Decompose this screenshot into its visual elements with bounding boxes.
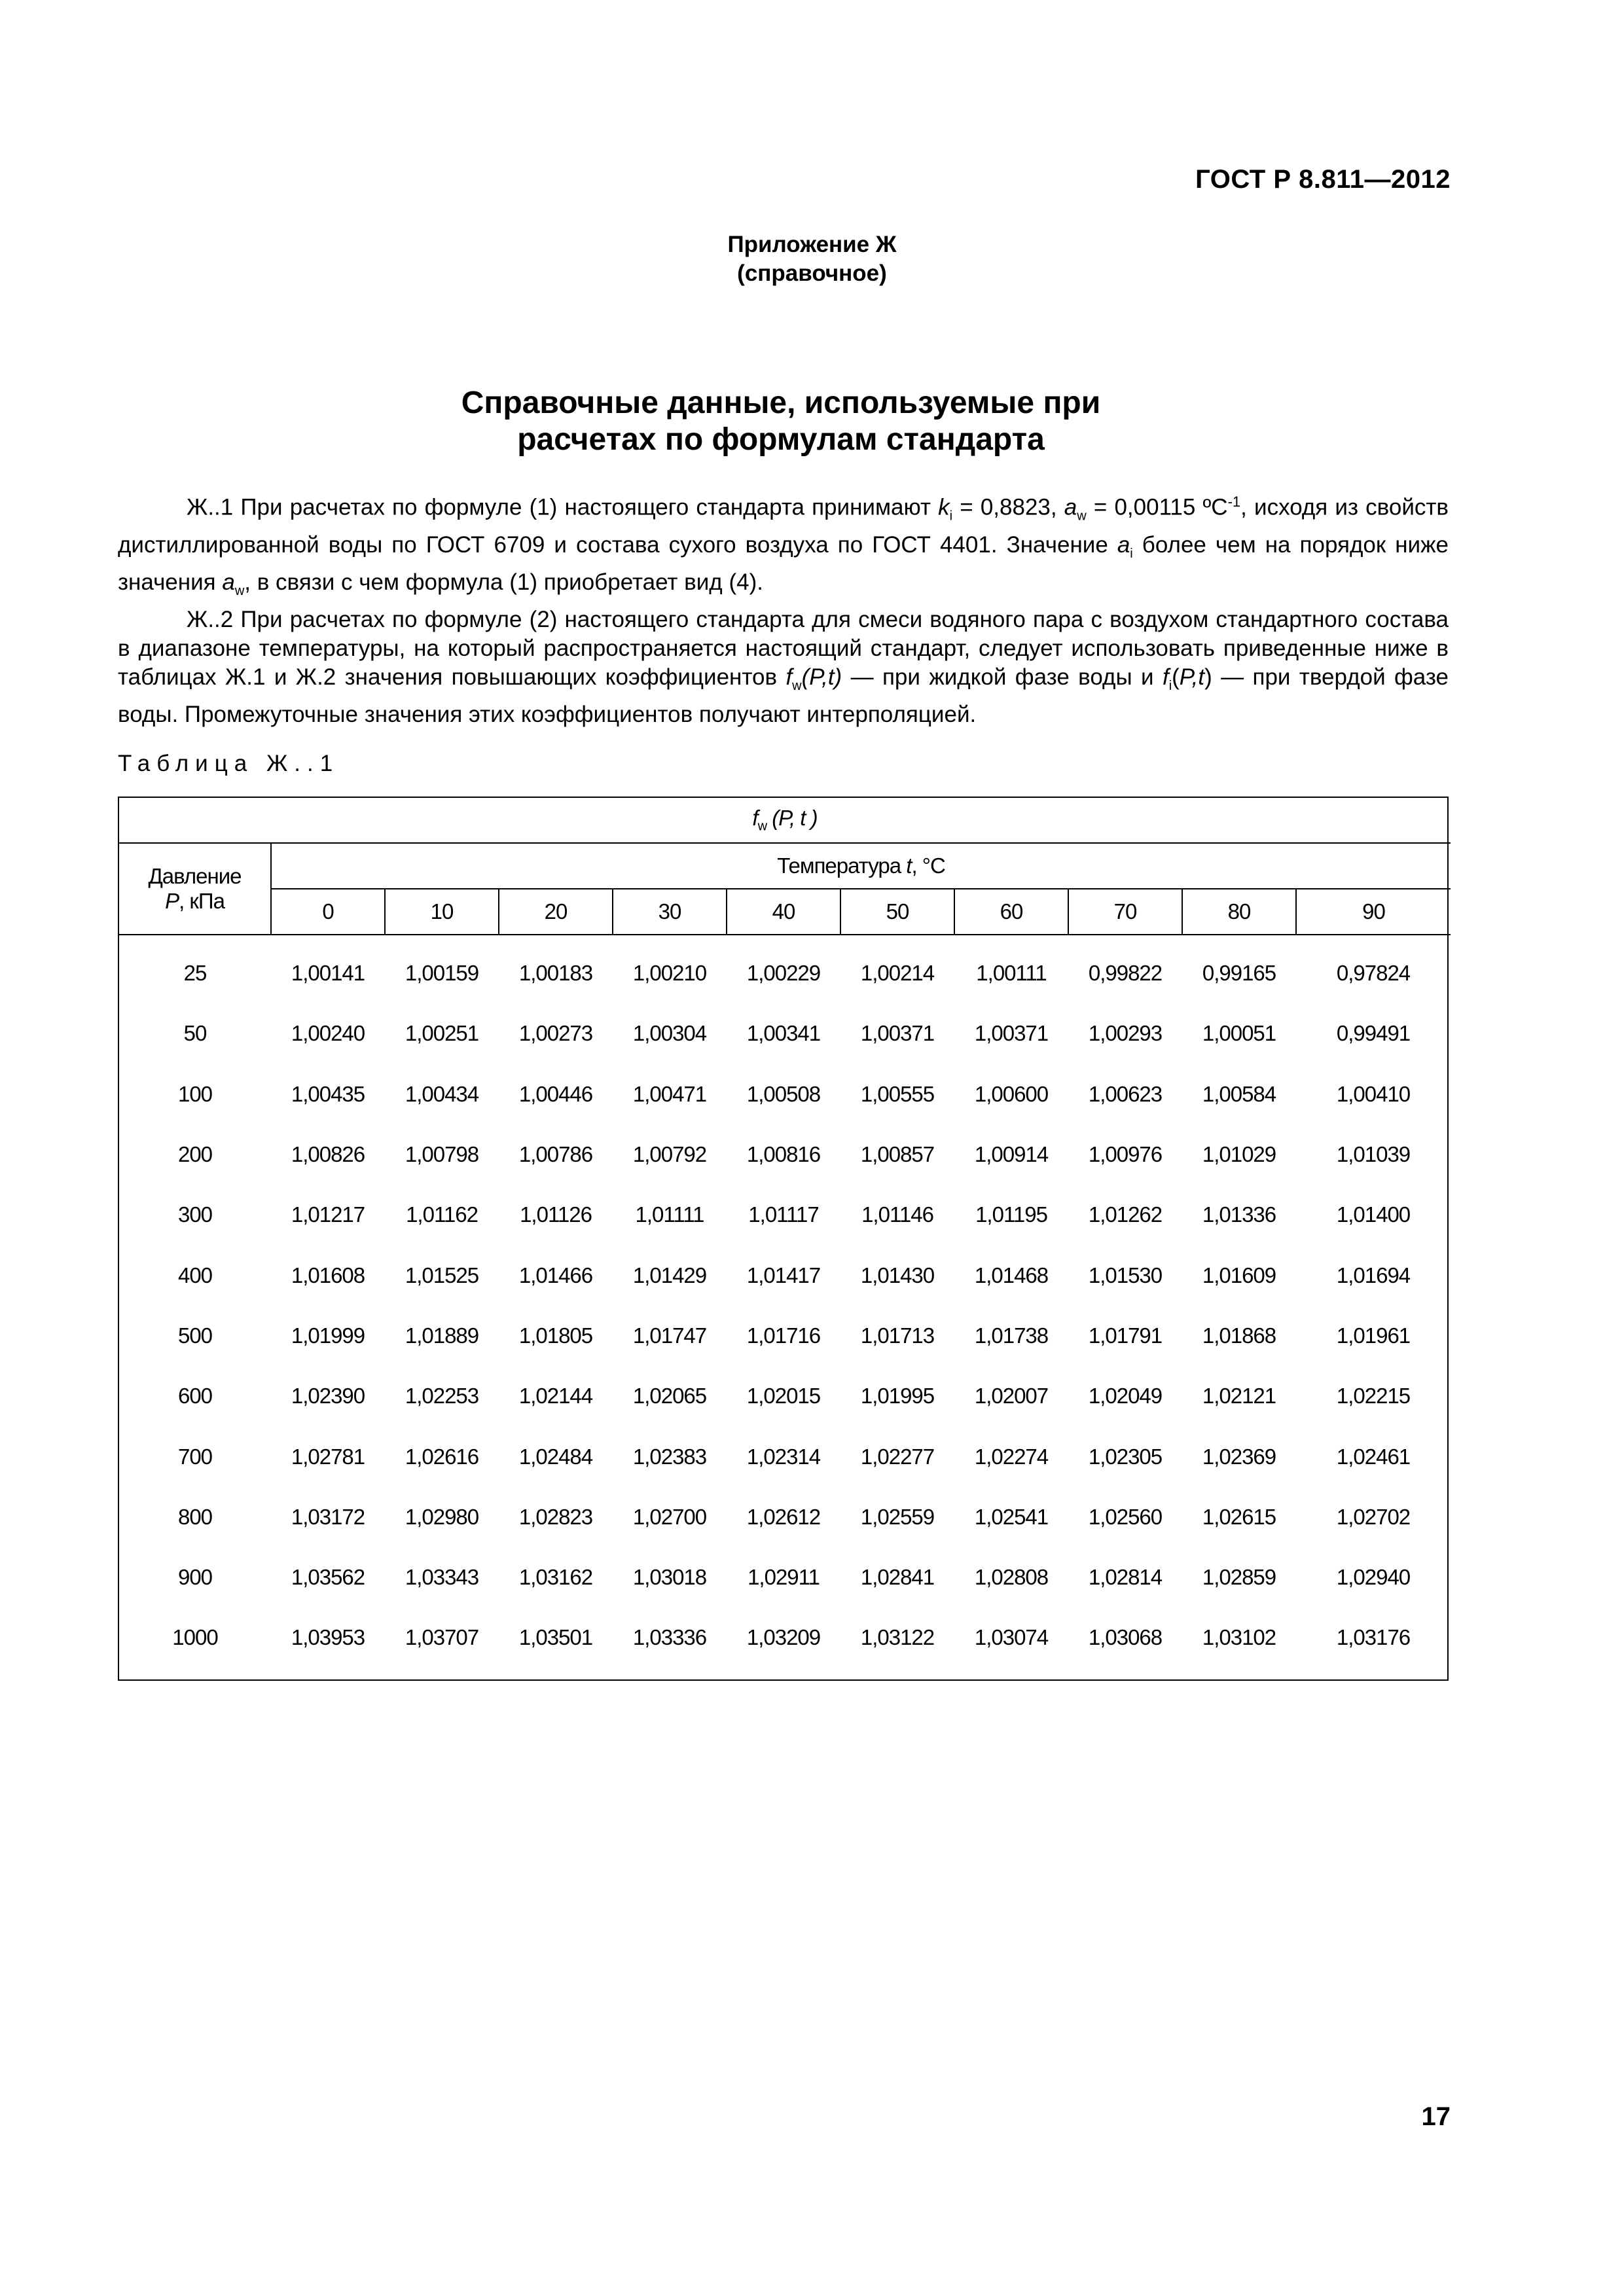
value-cell: 1,02940 [1336, 1565, 1411, 1590]
pressure-cell: 50 [183, 1021, 207, 1046]
value-cell: 1,01999 [291, 1323, 365, 1348]
value-cell: 1,01466 [518, 1263, 593, 1287]
value-cell: 1,01468 [974, 1263, 1049, 1287]
value-cell: 1,02781 [291, 1444, 365, 1469]
value-cell: 1,01995 [860, 1384, 935, 1408]
value-cell: 1,00214 [860, 961, 935, 986]
table-row [119, 1185, 1451, 1245]
value-cell: 1,01889 [405, 1323, 479, 1348]
value-cell: 1,02859 [1202, 1565, 1276, 1590]
value-cell: 1,01111 [635, 1202, 704, 1227]
value-cell: 1,01791 [1088, 1323, 1163, 1348]
value-cell: 1,02065 [632, 1384, 707, 1408]
value-cell: 1,01336 [1202, 1202, 1276, 1227]
value-cell: 1,01162 [406, 1202, 478, 1227]
value-cell: 1,02461 [1336, 1444, 1411, 1469]
value-cell: 1,02560 [1088, 1504, 1163, 1529]
value-cell: 1,00792 [632, 1142, 707, 1167]
temperature-column-header: 60 [954, 889, 1068, 935]
para1-text-3: = 0,00115 ºС [1086, 494, 1228, 520]
temperature-label: Температура [777, 853, 907, 878]
appendix-heading [0, 230, 1624, 288]
value-cell: 1,01713 [860, 1323, 935, 1348]
aw-subscript-2: w [234, 583, 245, 598]
value-cell: 1,03707 [405, 1625, 479, 1650]
value-cell: 1,00371 [860, 1021, 935, 1046]
function-symbol: f [752, 806, 758, 831]
value-cell: 1,02484 [518, 1444, 593, 1469]
value-cell: 1,03018 [632, 1565, 707, 1590]
value-cell: 1,01039 [1336, 1142, 1411, 1167]
para1-text-2: = 0,8823, [952, 494, 1064, 520]
value-cell: 1,00623 [1088, 1081, 1163, 1106]
value-cell: 1,01126 [520, 1202, 592, 1227]
value-cell: 1,02615 [1202, 1504, 1276, 1529]
value-cell: 1,01195 [975, 1202, 1047, 1227]
pressure-cell: 100 [177, 1081, 213, 1106]
value-cell: 1,00341 [746, 1021, 821, 1046]
value-cell: 1,01961 [1336, 1323, 1411, 1348]
value-cell: 1,01747 [632, 1323, 707, 1348]
table-body [119, 935, 1451, 1668]
appendix-type: (справочное) [737, 260, 887, 286]
value-cell: 1,00141 [291, 961, 365, 986]
value-cell: 1,02277 [860, 1444, 935, 1469]
ai-symbol: a [1117, 531, 1130, 558]
function-arguments: (P, t ) [767, 806, 818, 831]
value-cell: 1,01029 [1202, 1142, 1276, 1167]
value-cell: 1,02314 [746, 1444, 821, 1469]
value-cell: 1,00251 [405, 1021, 479, 1046]
table-row [119, 1366, 1451, 1426]
value-cell: 1,01868 [1202, 1323, 1276, 1348]
unit-exponent: -1 [1227, 493, 1241, 510]
paragraph-2 [118, 605, 1449, 729]
value-cell: 0,99822 [1088, 961, 1163, 986]
value-cell: 1,03501 [518, 1625, 593, 1650]
data-table [119, 798, 1451, 1668]
value-cell: 1,00826 [291, 1142, 365, 1167]
value-cell: 1,01117 [748, 1202, 819, 1227]
temperature-variable: t [906, 853, 912, 878]
value-cell: 1,01417 [746, 1263, 821, 1287]
value-cell: 0,97824 [1336, 961, 1411, 986]
para1-text-1: Ж..1 При расчетах по формуле (1) настоящего стандарта принимают [187, 494, 939, 520]
temperature-column-header: 30 [613, 889, 727, 935]
data-table-frame [118, 797, 1449, 1681]
value-cell: 1,02383 [632, 1444, 707, 1469]
value-cell: 1,01262 [1088, 1202, 1163, 1227]
temperature-column-header: 40 [727, 889, 840, 935]
table-function-header [119, 798, 1451, 843]
pressure-variable: P [165, 889, 179, 913]
value-cell: 1,00816 [746, 1142, 821, 1167]
value-cell: 1,01525 [405, 1263, 479, 1287]
value-cell: 1,03953 [291, 1625, 365, 1650]
fi-symbol: f [1162, 664, 1169, 690]
value-cell: 1,02702 [1336, 1504, 1411, 1529]
value-cell: 1,02253 [405, 1384, 479, 1408]
value-cell: 1,02215 [1336, 1384, 1411, 1408]
value-cell: 1,03102 [1202, 1625, 1276, 1650]
value-cell: 1,03162 [518, 1565, 593, 1590]
aw-symbol: a [1064, 494, 1077, 520]
fi-arguments: P,t [1179, 664, 1205, 690]
value-cell: 1,02808 [974, 1565, 1049, 1590]
value-cell: 1,00786 [518, 1142, 593, 1167]
aw-symbol-2: a [222, 569, 235, 595]
fi-subscript: i [1168, 678, 1172, 693]
pressure-cell: 700 [177, 1444, 213, 1469]
value-cell: 1,02559 [860, 1504, 935, 1529]
value-cell: 1,01738 [974, 1323, 1049, 1348]
value-cell: 1,01805 [518, 1323, 593, 1348]
table-row [119, 1547, 1451, 1607]
para1-text-5: более чем на порядок ниже значения [118, 531, 1449, 595]
temperature-header [271, 843, 1451, 889]
value-cell: 1,00446 [518, 1081, 593, 1106]
pressure-cell: 500 [177, 1323, 213, 1348]
value-cell: 1,00051 [1202, 1021, 1276, 1046]
table-row [119, 1306, 1451, 1366]
para1-text-6: , в связи с чем формула (1) приобретает вид (4). [244, 569, 763, 595]
value-cell: 1,00555 [860, 1081, 935, 1106]
value-cell: 1,02369 [1202, 1444, 1276, 1469]
pressure-cell: 1000 [172, 1625, 218, 1650]
value-cell: 1,02700 [632, 1504, 707, 1529]
value-cell: 1,00584 [1202, 1081, 1276, 1106]
value-cell: 1,02616 [405, 1444, 479, 1469]
paragraph-1 [118, 488, 1449, 605]
value-cell: 1,01716 [746, 1323, 821, 1348]
table-row [119, 1124, 1451, 1185]
value-cell: 1,00371 [974, 1021, 1049, 1046]
pressure-header-unit-line [119, 889, 270, 914]
value-cell: 1,02274 [974, 1444, 1049, 1469]
temperature-column-header: 50 [840, 889, 954, 935]
table-row [119, 1064, 1451, 1124]
temperature-column-header: 90 [1296, 889, 1451, 935]
value-cell: 1,02049 [1088, 1384, 1163, 1408]
value-cell: 1,03176 [1336, 1625, 1411, 1650]
value-cell: 1,00304 [632, 1021, 707, 1046]
value-cell: 1,02305 [1088, 1444, 1163, 1469]
table-row [119, 1487, 1451, 1547]
value-cell: 1,02841 [860, 1565, 935, 1590]
para2-text-1: Ж..2 При расчетах по формуле (2) настоящего стандарта для смеси водяного пара с воздухом стандартного состава в диапазоне температуры, на который распространяется настоящий стандарт, следует использовать приведенные ниже в таблицах Ж.1 и Ж.2 значения повышающих коэффициентов [118, 606, 1449, 690]
para2-text-2: — при жидкой фазе воды и [842, 664, 1163, 690]
temperature-column-header: 20 [499, 889, 613, 935]
value-cell: 1,03209 [746, 1625, 821, 1650]
value-cell: 1,01694 [1336, 1263, 1411, 1287]
value-cell: 1,01608 [291, 1263, 365, 1287]
value-cell: 1,02390 [291, 1384, 365, 1408]
fw-arguments: (P,t) [801, 664, 842, 690]
value-cell: 1,00508 [746, 1081, 821, 1106]
page-number: 17 [1421, 2102, 1451, 2131]
value-cell: 1,02980 [405, 1504, 479, 1529]
temperature-column-header: 10 [385, 889, 499, 935]
pressure-cell: 200 [177, 1142, 213, 1167]
function-subscript: w [757, 819, 767, 834]
value-cell: 1,00976 [1088, 1142, 1163, 1167]
value-cell: 1,01400 [1336, 1202, 1411, 1227]
value-cell: 1,00111 [976, 961, 1047, 986]
ki-symbol: k [938, 494, 950, 520]
value-cell: 1,01430 [860, 1263, 935, 1287]
value-cell: 0,99165 [1202, 961, 1276, 986]
value-cell: 1,00914 [974, 1142, 1049, 1167]
pressure-unit: , кПа [179, 889, 225, 913]
value-cell: 1,00798 [405, 1142, 479, 1167]
pressure-cell: 800 [177, 1504, 213, 1529]
table-row [119, 1426, 1451, 1486]
pressure-cell: 600 [177, 1384, 213, 1408]
value-cell: 1,02541 [974, 1504, 1049, 1529]
para2-text-3: — при твердой фазе воды. Промежуточные значения этих коэффициентов получают интерполяцией. [118, 664, 1449, 727]
value-cell: 1,03122 [860, 1625, 935, 1650]
table-caption: Таблица Ж..1 [118, 751, 340, 776]
body-text [118, 488, 1449, 729]
ai-subscript: i [1130, 546, 1133, 561]
value-cell: 1,02121 [1202, 1384, 1276, 1408]
value-cell: 1,02823 [518, 1504, 593, 1529]
value-cell: 1,00210 [632, 961, 707, 986]
value-cell: 1,00293 [1088, 1021, 1163, 1046]
fw-subscript: w [792, 678, 802, 693]
temperature-values-row [119, 889, 1451, 935]
title-line-1: Справочные данные, используемые при [461, 386, 1101, 420]
title-line-2: расчетах по формулам стандарта [517, 422, 1045, 457]
value-cell: 1,03172 [291, 1504, 365, 1529]
value-cell: 1,00434 [405, 1081, 479, 1106]
value-cell: 1,00183 [518, 961, 593, 986]
value-cell: 1,02911 [748, 1565, 820, 1590]
pressure-cell: 25 [183, 961, 207, 986]
standard-number: ГОСТ Р 8.811—2012 [1195, 165, 1451, 194]
page-title [0, 385, 1562, 458]
value-cell: 1,00273 [518, 1021, 593, 1046]
temperature-unit: , °С [911, 853, 945, 878]
value-cell: 1,00600 [974, 1081, 1049, 1106]
value-cell: 1,02612 [746, 1504, 821, 1529]
value-cell: 1,01217 [291, 1202, 365, 1227]
fi-open-paren: ( [1172, 664, 1180, 690]
table-row [119, 1245, 1451, 1305]
pressure-cell: 400 [177, 1263, 213, 1287]
temperature-column-header: 0 [271, 889, 385, 935]
value-cell: 1,03562 [291, 1565, 365, 1590]
fw-symbol: f [785, 664, 793, 690]
value-cell: 1,00240 [291, 1021, 365, 1046]
value-cell: 1,01530 [1088, 1263, 1163, 1287]
value-cell: 1,00471 [632, 1081, 707, 1106]
value-cell: 1,01609 [1202, 1263, 1276, 1287]
value-cell: 1,01146 [861, 1202, 933, 1227]
value-cell: 1,00410 [1336, 1081, 1411, 1106]
para1-text-4: , исходя из свойств дистиллированной воды по ГОСТ 6709 и состава сухого воздуха по ГОСТ 4401. Значение [118, 494, 1449, 558]
aw-subscript: w [1077, 509, 1087, 524]
pressure-header-label: Давление [148, 864, 242, 888]
value-cell: 1,02144 [518, 1384, 593, 1408]
value-cell: 0,99491 [1336, 1021, 1411, 1046]
value-cell: 1,00435 [291, 1081, 365, 1106]
value-cell: 1,03336 [632, 1625, 707, 1650]
value-cell: 1,02814 [1088, 1565, 1163, 1590]
fi-close-paren: ) [1204, 664, 1212, 690]
pressure-cell: 900 [177, 1565, 213, 1590]
value-cell: 1,00857 [860, 1142, 935, 1167]
table-row [119, 1003, 1451, 1064]
table-row [119, 1607, 1451, 1668]
appendix-label: Приложение Ж [727, 232, 897, 257]
value-cell: 1,03074 [974, 1625, 1049, 1650]
value-cell: 1,02015 [746, 1384, 821, 1408]
pressure-cell: 300 [177, 1202, 213, 1227]
pressure-header [119, 843, 271, 935]
temperature-column-header: 80 [1182, 889, 1296, 935]
value-cell: 1,03343 [405, 1565, 479, 1590]
temperature-column-header: 70 [1068, 889, 1182, 935]
value-cell: 1,03068 [1088, 1625, 1163, 1650]
value-cell: 1,01429 [632, 1263, 707, 1287]
value-cell: 1,00229 [746, 961, 821, 986]
ki-subscript: i [949, 509, 953, 524]
value-cell: 1,00159 [405, 961, 479, 986]
value-cell: 1,02007 [974, 1384, 1049, 1408]
table-row [119, 935, 1451, 1003]
